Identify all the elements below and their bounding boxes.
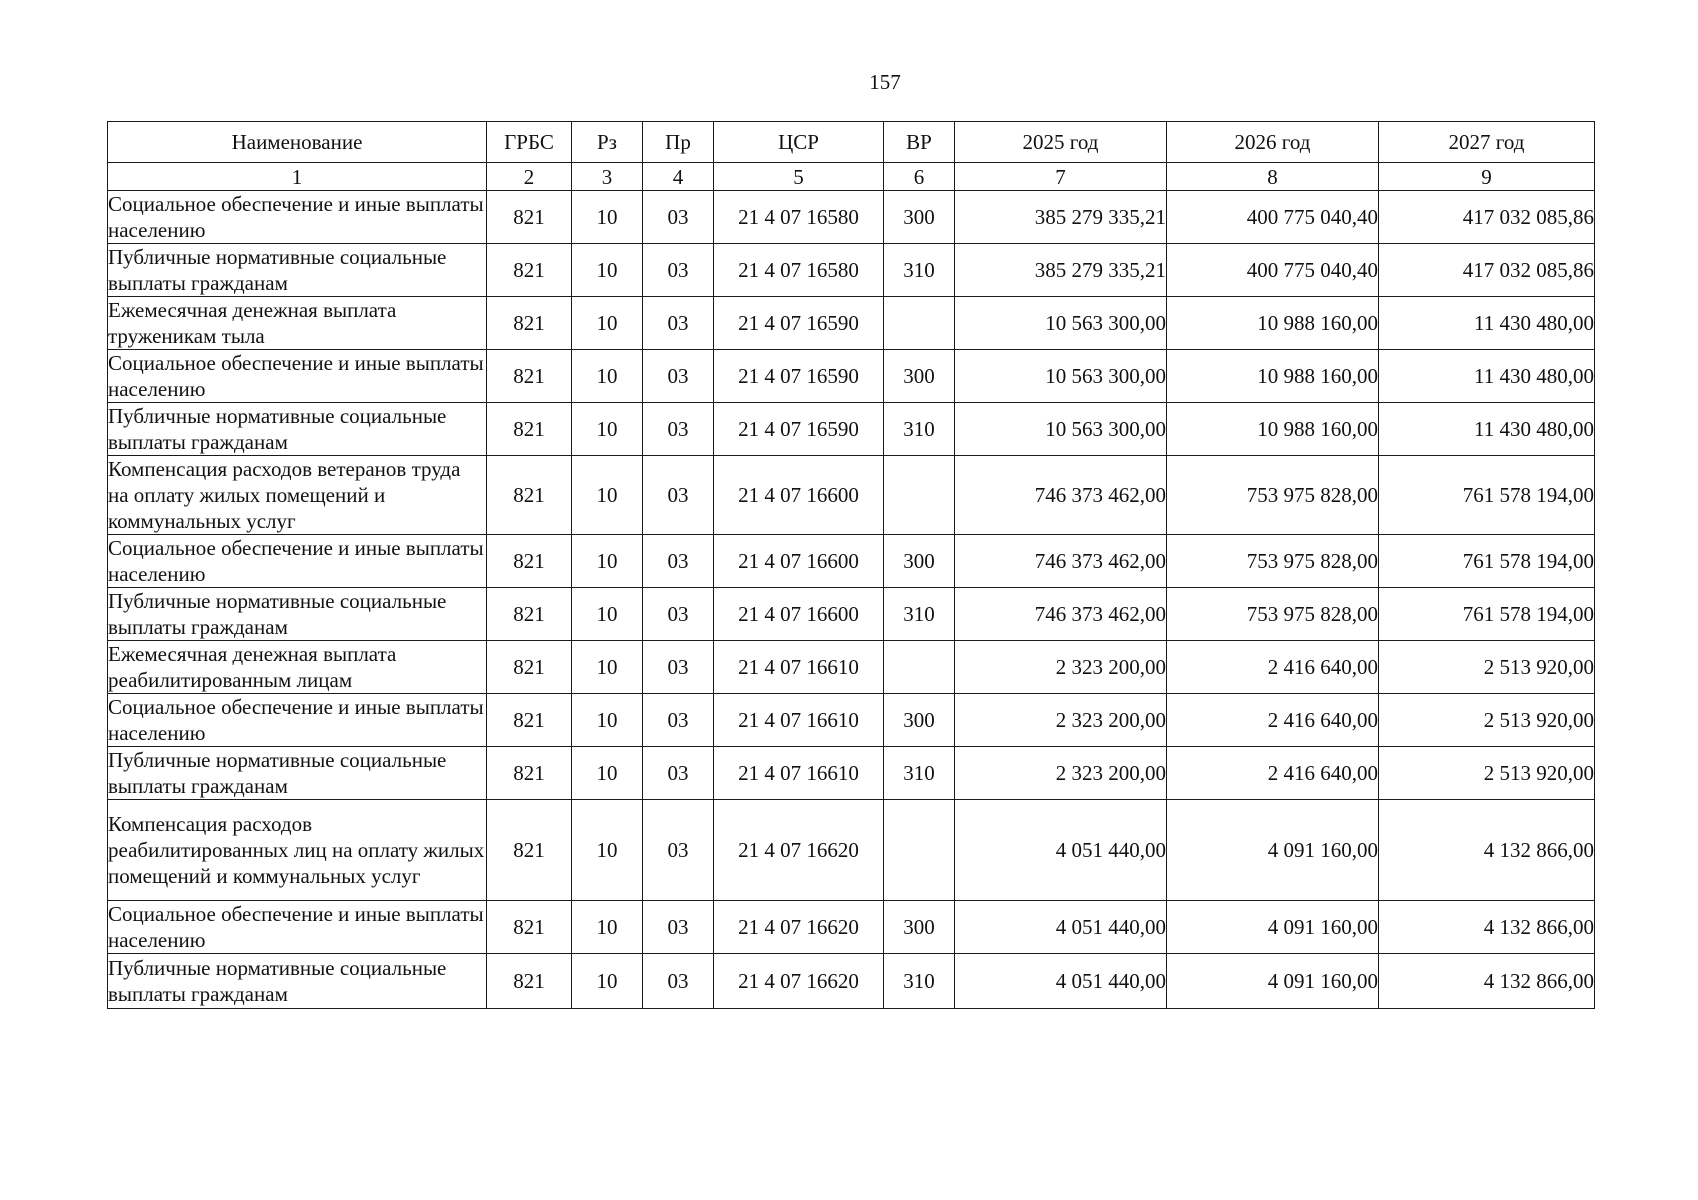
row-pr: 03 <box>643 954 714 1009</box>
row-pr: 03 <box>643 244 714 297</box>
row-vr: 300 <box>884 901 955 954</box>
row-rz: 10 <box>572 747 643 800</box>
row-grbs: 821 <box>487 191 572 244</box>
row-grbs: 821 <box>487 350 572 403</box>
table-row <box>108 588 1595 641</box>
row-rz: 10 <box>572 244 643 297</box>
row-grbs: 821 <box>487 747 572 800</box>
row-grbs: 821 <box>487 588 572 641</box>
row-grbs: 821 <box>487 800 572 901</box>
table-row <box>108 747 1595 800</box>
row-csr: 21 4 07 16600 <box>714 535 884 588</box>
column-number: 9 <box>1379 163 1595 191</box>
row-rz: 10 <box>572 588 643 641</box>
row-2027-value: 2 513 920,00 <box>1379 694 1595 747</box>
header-csr: ЦСР <box>714 122 884 163</box>
table-row <box>108 800 1595 901</box>
row-csr: 21 4 07 16600 <box>714 456 884 535</box>
row-csr: 21 4 07 16590 <box>714 297 884 350</box>
row-name: Компенсация расходов ветеранов труда на оплату жилых помещений и коммунальных услуг <box>108 456 487 535</box>
row-name: Публичные нормативные социальные выплаты гражданам <box>108 244 487 297</box>
row-pr: 03 <box>643 403 714 456</box>
row-csr: 21 4 07 16610 <box>714 641 884 694</box>
row-csr: 21 4 07 16590 <box>714 350 884 403</box>
column-number: 3 <box>572 163 643 191</box>
row-pr: 03 <box>643 456 714 535</box>
table-row <box>108 403 1595 456</box>
row-vr: 310 <box>884 244 955 297</box>
row-2026-value: 2 416 640,00 <box>1167 747 1379 800</box>
column-number: 7 <box>955 163 1167 191</box>
row-csr: 21 4 07 16620 <box>714 901 884 954</box>
row-pr: 03 <box>643 800 714 901</box>
row-2026-value: 400 775 040,40 <box>1167 191 1379 244</box>
row-2025-value: 2 323 200,00 <box>955 641 1167 694</box>
row-rz: 10 <box>572 694 643 747</box>
row-name: Публичные нормативные социальные выплаты гражданам <box>108 747 487 800</box>
row-name: Социальное обеспечение и иные выплаты населению <box>108 350 487 403</box>
row-2026-value: 10 988 160,00 <box>1167 350 1379 403</box>
row-2027-value: 761 578 194,00 <box>1379 456 1595 535</box>
row-csr: 21 4 07 16610 <box>714 694 884 747</box>
row-name: Публичные нормативные социальные выплаты гражданам <box>108 954 487 1009</box>
row-pr: 03 <box>643 901 714 954</box>
row-2027-value: 761 578 194,00 <box>1379 535 1595 588</box>
column-number: 4 <box>643 163 714 191</box>
row-rz: 10 <box>572 800 643 901</box>
row-name: Социальное обеспечение и иные выплаты населению <box>108 191 487 244</box>
row-pr: 03 <box>643 588 714 641</box>
row-name: Социальное обеспечение и иные выплаты населению <box>108 901 487 954</box>
row-2026-value: 4 091 160,00 <box>1167 800 1379 901</box>
row-grbs: 821 <box>487 694 572 747</box>
row-grbs: 821 <box>487 244 572 297</box>
row-vr: 310 <box>884 747 955 800</box>
row-csr: 21 4 07 16600 <box>714 588 884 641</box>
row-2026-value: 753 975 828,00 <box>1167 535 1379 588</box>
table-row <box>108 350 1595 403</box>
row-2025-value: 746 373 462,00 <box>955 456 1167 535</box>
row-2027-value: 2 513 920,00 <box>1379 747 1595 800</box>
row-pr: 03 <box>643 747 714 800</box>
header-row <box>108 122 1595 163</box>
row-vr <box>884 641 955 694</box>
row-2027-value: 11 430 480,00 <box>1379 350 1595 403</box>
row-2025-value: 746 373 462,00 <box>955 535 1167 588</box>
column-number: 1 <box>108 163 487 191</box>
header-pr: Пр <box>643 122 714 163</box>
row-vr <box>884 800 955 901</box>
row-2025-value: 2 323 200,00 <box>955 747 1167 800</box>
row-2025-value: 10 563 300,00 <box>955 297 1167 350</box>
row-grbs: 821 <box>487 901 572 954</box>
table-row <box>108 456 1595 535</box>
table-row <box>108 694 1595 747</box>
row-2027-value: 4 132 866,00 <box>1379 901 1595 954</box>
row-pr: 03 <box>643 297 714 350</box>
row-rz: 10 <box>572 954 643 1009</box>
row-rz: 10 <box>572 350 643 403</box>
header-2027: 2027 год <box>1379 122 1595 163</box>
row-2025-value: 4 051 440,00 <box>955 954 1167 1009</box>
row-2027-value: 4 132 866,00 <box>1379 954 1595 1009</box>
row-grbs: 821 <box>487 297 572 350</box>
row-grbs: 821 <box>487 535 572 588</box>
column-number: 5 <box>714 163 884 191</box>
row-vr: 300 <box>884 191 955 244</box>
row-rz: 10 <box>572 297 643 350</box>
header-vr: ВР <box>884 122 955 163</box>
row-csr: 21 4 07 16620 <box>714 800 884 901</box>
row-2027-value: 417 032 085,86 <box>1379 191 1595 244</box>
row-rz: 10 <box>572 456 643 535</box>
row-vr: 310 <box>884 954 955 1009</box>
row-2026-value: 753 975 828,00 <box>1167 456 1379 535</box>
row-csr: 21 4 07 16620 <box>714 954 884 1009</box>
row-pr: 03 <box>643 641 714 694</box>
table-row <box>108 244 1595 297</box>
column-number: 2 <box>487 163 572 191</box>
row-name: Социальное обеспечение и иные выплаты населению <box>108 535 487 588</box>
row-name: Социальное обеспечение и иные выплаты населению <box>108 694 487 747</box>
row-2026-value: 753 975 828,00 <box>1167 588 1379 641</box>
row-2025-value: 4 051 440,00 <box>955 800 1167 901</box>
column-number: 8 <box>1167 163 1379 191</box>
table-row <box>108 297 1595 350</box>
row-vr <box>884 456 955 535</box>
table-row <box>108 191 1595 244</box>
row-name: Ежемесячная денежная выплата труженикам тыла <box>108 297 487 350</box>
row-grbs: 821 <box>487 403 572 456</box>
column-number-row <box>108 163 1595 191</box>
row-2027-value: 11 430 480,00 <box>1379 297 1595 350</box>
row-2027-value: 761 578 194,00 <box>1379 588 1595 641</box>
row-vr: 300 <box>884 694 955 747</box>
row-vr <box>884 297 955 350</box>
row-rz: 10 <box>572 535 643 588</box>
row-pr: 03 <box>643 350 714 403</box>
row-vr: 300 <box>884 350 955 403</box>
row-2027-value: 2 513 920,00 <box>1379 641 1595 694</box>
table-row <box>108 954 1595 1009</box>
row-grbs: 821 <box>487 954 572 1009</box>
table-row <box>108 535 1595 588</box>
row-2026-value: 4 091 160,00 <box>1167 954 1379 1009</box>
header-rz: Рз <box>572 122 643 163</box>
header-name: Наименование <box>108 122 487 163</box>
header-2025: 2025 год <box>955 122 1167 163</box>
row-vr: 310 <box>884 588 955 641</box>
table-row <box>108 901 1595 954</box>
row-2027-value: 4 132 866,00 <box>1379 800 1595 901</box>
row-name: Ежемесячная денежная выплата реабилитированным лицам <box>108 641 487 694</box>
header-grbs: ГРБС <box>487 122 572 163</box>
row-rz: 10 <box>572 901 643 954</box>
row-2025-value: 4 051 440,00 <box>955 901 1167 954</box>
row-csr: 21 4 07 16580 <box>714 191 884 244</box>
row-csr: 21 4 07 16610 <box>714 747 884 800</box>
budget-table <box>107 121 1595 1009</box>
row-2025-value: 385 279 335,21 <box>955 191 1167 244</box>
row-rz: 10 <box>572 403 643 456</box>
row-2025-value: 2 323 200,00 <box>955 694 1167 747</box>
row-grbs: 821 <box>487 641 572 694</box>
row-2025-value: 10 563 300,00 <box>955 403 1167 456</box>
row-csr: 21 4 07 16590 <box>714 403 884 456</box>
row-2026-value: 400 775 040,40 <box>1167 244 1379 297</box>
row-rz: 10 <box>572 191 643 244</box>
row-name: Компенсация расходов реабилитированных лиц на оплату жилых помещений и коммунальных услуг <box>108 800 487 901</box>
row-vr: 310 <box>884 403 955 456</box>
row-csr: 21 4 07 16580 <box>714 244 884 297</box>
column-number: 6 <box>884 163 955 191</box>
row-pr: 03 <box>643 694 714 747</box>
row-name: Публичные нормативные социальные выплаты гражданам <box>108 403 487 456</box>
row-2026-value: 10 988 160,00 <box>1167 403 1379 456</box>
row-rz: 10 <box>572 641 643 694</box>
row-2027-value: 417 032 085,86 <box>1379 244 1595 297</box>
row-2026-value: 4 091 160,00 <box>1167 901 1379 954</box>
row-pr: 03 <box>643 535 714 588</box>
row-2025-value: 10 563 300,00 <box>955 350 1167 403</box>
row-pr: 03 <box>643 191 714 244</box>
row-2025-value: 385 279 335,21 <box>955 244 1167 297</box>
row-2027-value: 11 430 480,00 <box>1379 403 1595 456</box>
row-name: Публичные нормативные социальные выплаты гражданам <box>108 588 487 641</box>
row-2026-value: 10 988 160,00 <box>1167 297 1379 350</box>
table-row <box>108 641 1595 694</box>
row-2026-value: 2 416 640,00 <box>1167 694 1379 747</box>
header-2026: 2026 год <box>1167 122 1379 163</box>
row-vr: 300 <box>884 535 955 588</box>
row-2025-value: 746 373 462,00 <box>955 588 1167 641</box>
row-2026-value: 2 416 640,00 <box>1167 641 1379 694</box>
page-number: 157 <box>869 70 901 94</box>
row-grbs: 821 <box>487 456 572 535</box>
